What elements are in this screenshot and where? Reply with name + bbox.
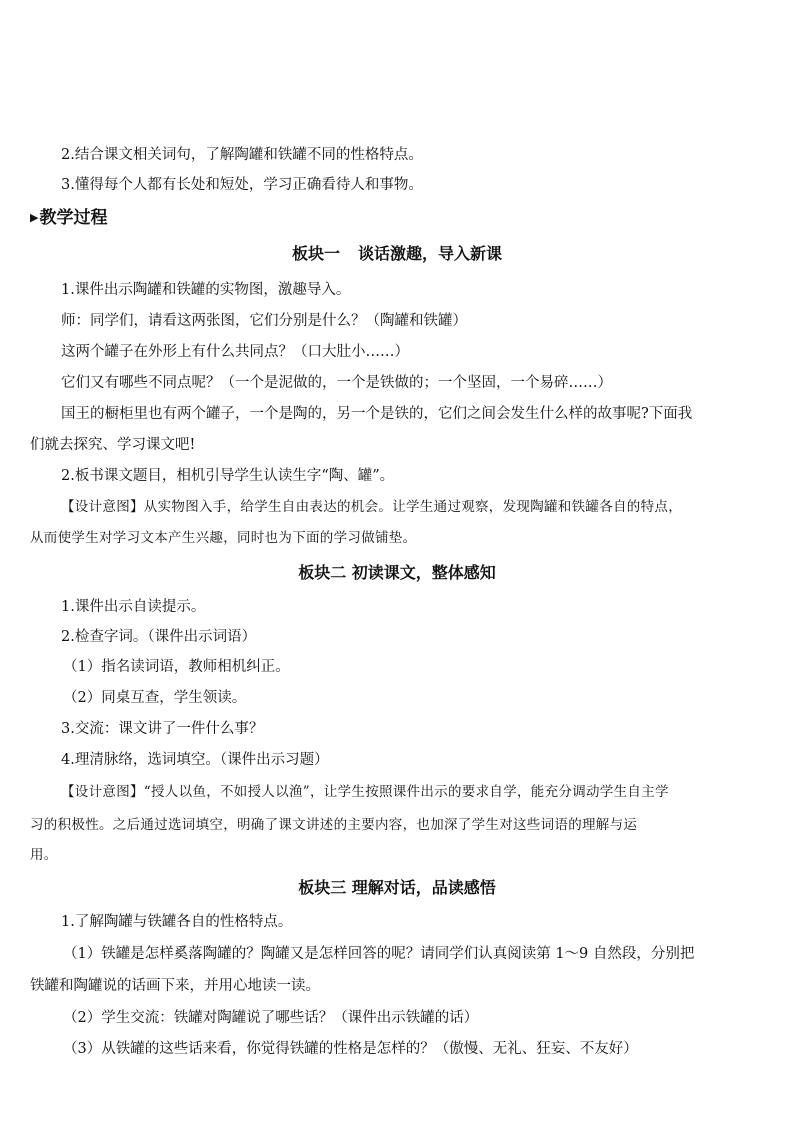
section-2-title: 板块二 初读课文，整体感知	[298, 563, 496, 582]
paragraph: 铁罐和陶罐说的话画下来，并用心地读一读。	[30, 978, 320, 994]
paragraph: 师：同学们，请看这两张图，它们分别是什么？（陶罐和铁罐）	[61, 313, 467, 329]
design-note-2-cont: 习的积极性。之后通过选词填空，明确了课文讲述的主要内容，也加深了学生对这些词语的理解与运	[30, 817, 638, 833]
paragraph: （1）铁罐是怎样奚落陶罐的？陶罐又是怎样回答的呢？请同学们认真阅读第 1～9 自然段，分别把	[63, 946, 695, 962]
paragraph: 2.板书课文题目，相机引导学生认读生字“陶、罐”。	[61, 468, 395, 484]
paragraph: 国王的橱柜里也有两个罐子，一个是陶的，另一个是铁的，它们之间会发生什么样的故事呢?下面我	[61, 406, 693, 422]
design-note-1: 【设计意图】从实物图入手，给学生自由表达的机会。让学生通过观察，发现陶罐和铁罐各自的特点，	[61, 499, 682, 515]
paragraph: （3）从铁罐的这些话来看，你觉得铁罐的性格是怎样的？（傲慢、无礼、狂妄、不友好）	[63, 1041, 638, 1057]
paragraph: （1）指名读词语，教师相机纠正。	[63, 659, 290, 675]
paragraph: （2）同桌互查，学生领读。	[63, 690, 247, 706]
design-note-2: 【设计意图】“授人以鱼，不如授人以渔”，让学生按照课件出示的要求自学，能充分调动学生自主学	[61, 784, 669, 800]
paragraph: 这两个罐子在外形上有什么共同点？（口大肚小……）	[61, 344, 409, 360]
triangle-marker-icon: ▶	[30, 211, 39, 224]
paragraph: （2）学生交流：铁罐对陶罐说了哪些话？（课件出示铁罐的话）	[63, 1010, 479, 1026]
objective-2: 2.结合课文相关词句，了解陶罐和铁罐不同的性格特点。	[61, 147, 423, 163]
process-heading	[30, 207, 107, 229]
design-note-2-end: 用。	[30, 847, 58, 863]
paragraph: 4.理清脉络，选词填空。（课件出示习题）	[61, 752, 329, 768]
section-1-title-b: 谈话激趣，导入新课	[358, 244, 503, 263]
section-1-title	[0, 243, 794, 265]
paragraph: 它们又有哪些不同点呢？（一个是泥做的，一个是铁做的；一个坚固，一个易碎……）	[61, 375, 612, 391]
paragraph: 3.交流：课文讲了一件什么事？	[61, 721, 264, 737]
paragraph: 1.课件出示陶罐和铁罐的实物图，激趣导入。	[61, 282, 351, 298]
section-1-title-a: 板块一	[291, 244, 340, 263]
paragraph: 们就去探究、学习课文吧!	[30, 437, 196, 453]
section-3-title: 板块三 理解对话，品读感悟	[298, 878, 496, 897]
paragraph: 1.课件出示自读提示。	[61, 599, 206, 615]
design-note-1-cont: 从而使学生对学习文本产生兴趣，同时也为下面的学习做铺垫。	[30, 530, 417, 546]
process-heading-text: 教学过程	[39, 208, 108, 228]
objective-3: 3.懂得每个人都有长处和短处，学习正确看待人和事物。	[61, 177, 423, 193]
paragraph: 1.了解陶罐与铁罐各自的性格特点。	[61, 914, 293, 930]
paragraph: 2.检查字词。（课件出示词语）	[61, 629, 257, 645]
